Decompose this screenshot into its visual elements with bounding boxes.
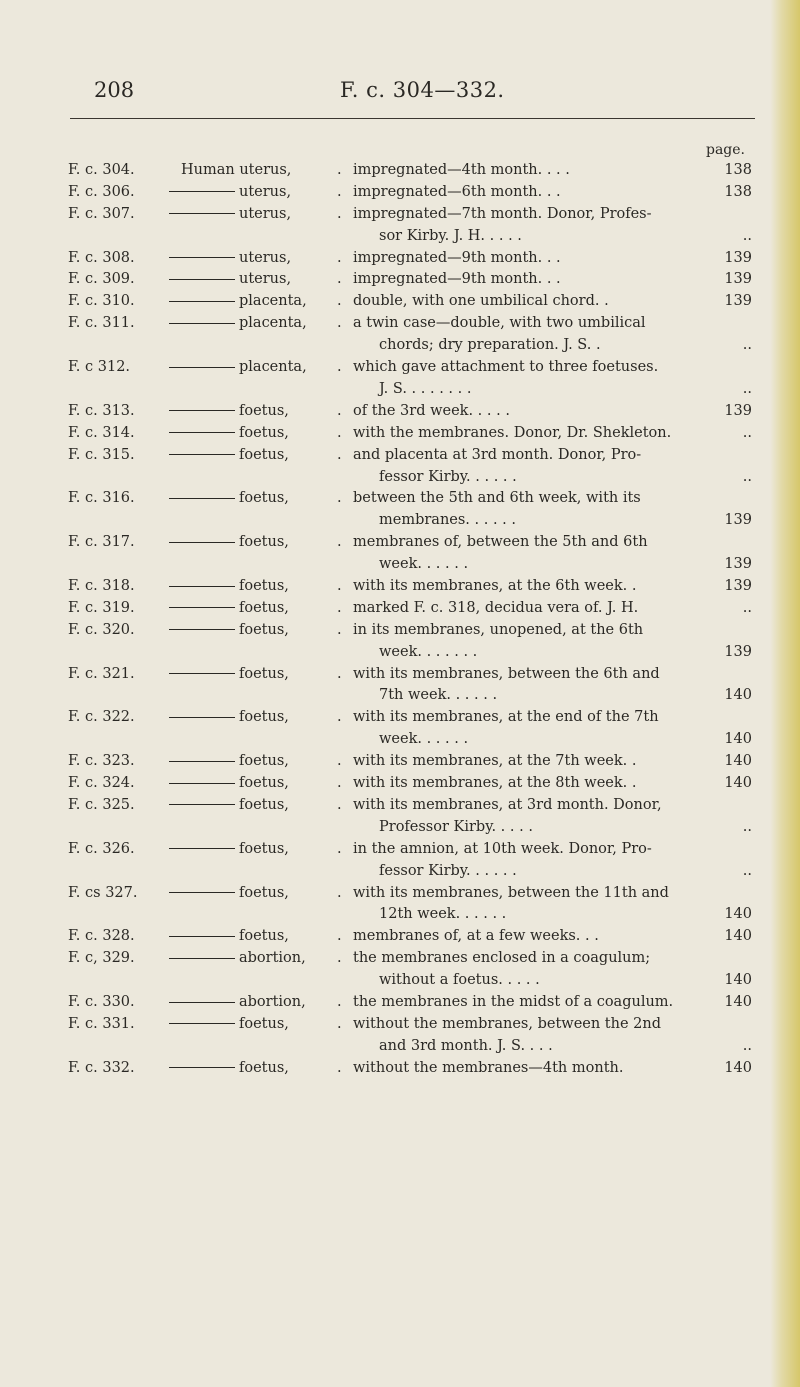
entry-subject-text: foetus, xyxy=(239,1059,289,1076)
catalogue-entry xyxy=(0,488,800,532)
leader-dot: . xyxy=(337,271,342,288)
ditto-dash xyxy=(169,1067,235,1068)
catalogue-entry xyxy=(0,532,800,576)
description-line: week. . . . . . xyxy=(379,731,469,748)
entry-subject xyxy=(161,291,307,313)
catalogue-entry xyxy=(0,248,800,270)
entry-subject xyxy=(161,1058,289,1080)
leader-dot: . xyxy=(337,599,342,616)
description-line: the membranes in the midst of a coagulum. xyxy=(353,994,674,1011)
ditto-dash xyxy=(169,1023,235,1024)
leader-dot: . xyxy=(337,315,342,332)
description-line: which gave attachment to three foetuses. xyxy=(353,359,659,376)
ditto-dash xyxy=(169,432,235,433)
ditto-dash xyxy=(169,454,235,455)
ditto-dash xyxy=(169,542,235,543)
entry-reference: F. c. 323. xyxy=(68,753,135,770)
entry-subject-text: foetus, xyxy=(239,665,289,682)
catalogue-entry xyxy=(0,598,800,620)
entry-description xyxy=(353,160,710,182)
entry-subject-text: foetus, xyxy=(239,775,289,792)
description-line: in its membranes, unopened, at the 6th xyxy=(353,621,644,638)
entry-description xyxy=(353,357,710,401)
entry-page-number: 140 xyxy=(724,972,752,989)
catalogue-entry xyxy=(0,1058,800,1080)
description-line: with its membranes, at the 8th week. . xyxy=(353,775,637,792)
entry-subject-text: foetus, xyxy=(239,534,289,551)
description-line: in the amnion, at 10th week. Donor, Pro- xyxy=(353,840,652,857)
catalogue-entry xyxy=(0,445,800,489)
entry-page-number: .. xyxy=(742,599,752,616)
entry-description xyxy=(353,751,710,773)
ditto-dash xyxy=(169,498,235,499)
entry-subject xyxy=(161,620,289,642)
entry-subject xyxy=(161,401,289,423)
entry-subject-text: uterus, xyxy=(239,271,292,288)
entry-reference: F. c. 306. xyxy=(68,183,135,200)
leader-dot: . xyxy=(337,534,342,551)
catalogue-entries xyxy=(0,160,800,1080)
running-head: F. c. 304—332. xyxy=(340,78,505,102)
entry-subject-text: foetus, xyxy=(239,709,289,726)
entry-subject xyxy=(161,751,289,773)
entry-description xyxy=(353,248,710,270)
entry-page-number: .. xyxy=(742,468,752,485)
description-line: impregnated—7th month. Donor, Profes- xyxy=(353,205,652,222)
ditto-dash xyxy=(169,761,235,762)
entry-reference: F. c. 310. xyxy=(68,293,135,310)
description-line: week. . . . . . xyxy=(379,556,469,573)
description-line: Professor Kirby. . . . . xyxy=(379,818,533,835)
entry-description xyxy=(353,948,710,992)
entry-description xyxy=(353,204,710,248)
catalogue-entry xyxy=(0,401,800,423)
entry-subject-text: foetus, xyxy=(239,578,289,595)
leader-dot: . xyxy=(337,205,342,222)
description-line: membranes of, between the 5th and 6th xyxy=(353,534,648,551)
entry-subject xyxy=(161,926,289,948)
entry-page-number: 139 xyxy=(724,249,752,266)
catalogue-entry xyxy=(0,773,800,795)
catalogue-entry xyxy=(0,423,800,445)
entry-reference: F. c. 317. xyxy=(68,534,135,551)
description-line: with its membranes, at the end of the 7th xyxy=(353,709,659,726)
ditto-dash xyxy=(169,301,235,302)
entry-subject-text: foetus, xyxy=(239,446,289,463)
catalogue-entry xyxy=(0,160,800,182)
entry-page-number: 139 xyxy=(724,578,752,595)
entry-description xyxy=(353,992,710,1014)
entry-page-number: 140 xyxy=(724,928,752,945)
description-line: without the membranes, between the 2nd xyxy=(353,1015,662,1032)
entry-reference: F. c 312. xyxy=(68,359,131,376)
catalogue-entry xyxy=(0,992,800,1014)
description-line: without a foetus. . . . . xyxy=(379,972,540,989)
description-line: J. S. . . . . . . . xyxy=(379,380,472,397)
entry-reference: F. c. 304. xyxy=(68,162,135,178)
description-line: impregnated—6th month. . . xyxy=(353,183,561,200)
entry-page-number: 140 xyxy=(724,1059,752,1076)
entry-page-number: 140 xyxy=(724,687,752,704)
entry-subject xyxy=(161,445,289,467)
entry-subject xyxy=(161,598,289,620)
description-line: and 3rd month. J. S. . . . xyxy=(379,1037,553,1054)
entry-subject xyxy=(161,948,306,970)
entry-reference: F. c. 332. xyxy=(68,1059,135,1076)
entry-page-number: .. xyxy=(742,818,752,835)
entry-subject xyxy=(161,992,306,1014)
description-line: membranes. . . . . . xyxy=(379,512,516,529)
entry-description xyxy=(353,576,710,598)
description-line: the membranes enclosed in a coagulum; xyxy=(353,950,651,967)
leader-dot: . xyxy=(337,884,342,901)
entry-subject-text: uterus, xyxy=(239,249,292,266)
description-line: 7th week. . . . . . xyxy=(379,687,498,704)
entry-subject-text: foetus, xyxy=(239,599,289,616)
ditto-dash xyxy=(169,367,235,368)
description-line: between the 5th and 6th week, with its xyxy=(353,490,641,507)
ditto-dash xyxy=(169,323,235,324)
entry-description xyxy=(353,795,710,839)
entry-page-number: 139 xyxy=(724,512,752,529)
entry-subject-text: foetus, xyxy=(239,753,289,770)
catalogue-entry xyxy=(0,620,800,664)
entry-reference: F. c. 314. xyxy=(68,424,135,441)
entry-reference: F. c, 329. xyxy=(68,950,135,967)
entry-subject-text: placenta, xyxy=(239,315,307,332)
description-line: with its membranes, at 3rd month. Donor, xyxy=(353,796,662,813)
leader-dot: . xyxy=(337,753,342,770)
ditto-dash xyxy=(169,936,235,937)
entry-subject-text: foetus, xyxy=(239,1015,289,1032)
description-line: membranes of, at a few weeks. . . xyxy=(353,928,599,945)
entry-subject xyxy=(161,795,289,817)
entry-description xyxy=(353,532,710,576)
entry-reference: F. c. 331. xyxy=(68,1015,135,1032)
leader-dot: . xyxy=(337,1059,342,1076)
entry-reference: F. c. 309. xyxy=(68,271,135,288)
ditto-dash xyxy=(169,673,235,674)
ditto-dash xyxy=(169,213,235,214)
leader-dot: . xyxy=(337,950,342,967)
entry-page-number: 139 xyxy=(724,293,752,310)
entry-description xyxy=(353,423,710,445)
entry-reference: F. c. 307. xyxy=(68,205,135,222)
entry-page-number: 139 xyxy=(724,643,752,660)
ditto-dash xyxy=(169,1002,235,1003)
ditto-dash xyxy=(169,191,235,192)
description-line: with its membranes, between the 6th and xyxy=(353,665,660,682)
entry-subject-text: foetus, xyxy=(239,840,289,857)
entry-page-number: 140 xyxy=(724,731,752,748)
entry-subject xyxy=(161,773,289,795)
catalogue-entry xyxy=(0,795,800,839)
entry-subject xyxy=(161,576,289,598)
catalogue-entry xyxy=(0,313,800,357)
entry-page-number: 139 xyxy=(724,556,752,573)
description-line: of the 3rd week. . . . . xyxy=(353,402,510,419)
leader-dot: . xyxy=(337,162,342,178)
catalogue-entry xyxy=(0,751,800,773)
entry-reference: F. c. 313. xyxy=(68,402,135,419)
description-line: sor Kirby. J. H. . . . . xyxy=(379,227,522,244)
entry-reference: F. c. 308. xyxy=(68,249,135,266)
entry-description xyxy=(353,926,710,948)
catalogue-entry xyxy=(0,357,800,401)
ditto-dash xyxy=(169,586,235,587)
entry-subject xyxy=(161,664,289,686)
entry-reference: F. c. 325. xyxy=(68,796,135,813)
leader-dot: . xyxy=(337,424,342,441)
ditto-dash xyxy=(169,783,235,784)
page-column-label: page. xyxy=(706,142,746,158)
entry-description xyxy=(353,269,710,291)
entry-reference: F. c. 328. xyxy=(68,928,135,945)
ditto-dash xyxy=(169,410,235,411)
entry-page-number: .. xyxy=(742,337,752,354)
entry-description xyxy=(353,313,710,357)
entry-reference: F. c. 320. xyxy=(68,621,135,638)
entry-description xyxy=(353,620,710,664)
description-line: impregnated—9th month. . . xyxy=(353,271,561,288)
entry-reference: F. c. 326. xyxy=(68,840,135,857)
entry-subject xyxy=(161,182,291,204)
entry-subject xyxy=(161,1014,289,1036)
entry-description xyxy=(353,401,710,423)
entry-description xyxy=(353,488,710,532)
entry-subject-text: abortion, xyxy=(239,994,306,1011)
entry-page-number: 140 xyxy=(724,775,752,792)
entry-subject xyxy=(161,707,289,729)
entry-subject-text: foetus, xyxy=(239,621,289,638)
entry-page-number: 138 xyxy=(724,183,752,200)
description-line: with the membranes. Donor, Dr. Shekleton. xyxy=(353,424,672,441)
entry-description xyxy=(353,598,710,620)
catalogue-entry xyxy=(0,883,800,927)
catalogue-entry xyxy=(0,269,800,291)
entry-page-number: 140 xyxy=(724,753,752,770)
entry-description xyxy=(353,445,710,489)
entry-description xyxy=(353,1014,710,1058)
description-line: 12th week. . . . . . xyxy=(379,906,507,923)
catalogue-entry xyxy=(0,1014,800,1058)
entry-subject xyxy=(161,839,289,861)
entry-reference: F. c. 315. xyxy=(68,446,135,463)
description-line: with its membranes, at the 6th week. . xyxy=(353,578,637,595)
description-line: fessor Kirby. . . . . . xyxy=(379,468,517,485)
entry-page-number: 138 xyxy=(724,162,752,178)
entry-subject xyxy=(161,423,289,445)
catalogue-entry xyxy=(0,948,800,992)
entry-reference: F. c. 321. xyxy=(68,665,135,682)
entry-subject xyxy=(161,532,289,554)
catalogue-entry xyxy=(0,707,800,751)
description-line: with its membranes, at the 7th week. . xyxy=(353,753,637,770)
entry-page-number: 140 xyxy=(724,906,752,923)
description-line: and placenta at 3rd month. Donor, Pro- xyxy=(353,446,642,463)
entry-description xyxy=(353,664,710,708)
page-header xyxy=(0,78,800,108)
page-number: 208 xyxy=(94,78,135,102)
leader-dot: . xyxy=(337,183,342,200)
entry-page-number: .. xyxy=(742,1037,752,1054)
entry-subject-text: foetus, xyxy=(239,490,289,507)
leader-dot: . xyxy=(337,359,342,376)
description-line: double, with one umbilical chord. . xyxy=(353,293,609,310)
entry-description xyxy=(353,839,710,883)
entry-page-number: 139 xyxy=(724,271,752,288)
leader-dot: . xyxy=(337,665,342,682)
ditto-dash xyxy=(169,607,235,608)
entry-subject-text: placenta, xyxy=(239,359,307,376)
entry-subject xyxy=(161,313,307,335)
leader-dot: . xyxy=(337,446,342,463)
entry-subject xyxy=(181,160,291,182)
entry-subject xyxy=(161,204,291,226)
catalogue-entry xyxy=(0,839,800,883)
leader-dot: . xyxy=(337,994,342,1011)
leader-dot: . xyxy=(337,490,342,507)
entry-reference: F. c. 330. xyxy=(68,994,135,1011)
catalogue-entry xyxy=(0,664,800,708)
entry-reference: F. c. 311. xyxy=(68,315,135,332)
ditto-dash xyxy=(169,717,235,718)
leader-dot: . xyxy=(337,928,342,945)
leader-dot: . xyxy=(337,775,342,792)
catalogue-entry xyxy=(0,204,800,248)
entry-subject-text: foetus, xyxy=(239,928,289,945)
description-line: week. . . . . . . xyxy=(379,643,478,660)
ditto-dash xyxy=(169,279,235,280)
leader-dot: . xyxy=(337,1015,342,1032)
catalogue-entry xyxy=(0,291,800,313)
entry-reference: F. c. 322. xyxy=(68,709,135,726)
catalogue-entry xyxy=(0,576,800,598)
description-line: impregnated—9th month. . . xyxy=(353,249,561,266)
entry-reference: F. c. 316. xyxy=(68,490,135,507)
leader-dot: . xyxy=(337,402,342,419)
leader-dot: . xyxy=(337,621,342,638)
ditto-dash xyxy=(169,629,235,630)
entry-description xyxy=(353,707,710,751)
leader-dot: . xyxy=(337,840,342,857)
description-line: impregnated—4th month. . . . xyxy=(353,162,570,178)
entry-reference: F. c. 319. xyxy=(68,599,135,616)
entry-description xyxy=(353,773,710,795)
entry-subject-text: placenta, xyxy=(239,293,307,310)
ditto-dash xyxy=(169,892,235,893)
description-line: with its membranes, between the 11th and xyxy=(353,884,669,901)
entry-subject xyxy=(161,357,307,379)
entry-subject-text: uterus, xyxy=(239,205,292,222)
entry-reference: F. cs 327. xyxy=(68,884,138,901)
entry-page-number: .. xyxy=(742,380,752,397)
entry-subject-text: abortion, xyxy=(239,950,306,967)
leader-dot: . xyxy=(337,796,342,813)
entry-page-number: 139 xyxy=(724,402,752,419)
description-line: fessor Kirby. . . . . . xyxy=(379,862,517,879)
entry-subject xyxy=(161,248,291,270)
header-rule xyxy=(70,118,755,119)
entry-subject xyxy=(161,488,289,510)
ditto-dash xyxy=(169,257,235,258)
catalogue-entry xyxy=(0,182,800,204)
description-line: chords; dry preparation. J. S. . xyxy=(379,337,601,354)
entry-description xyxy=(353,1058,710,1080)
entry-reference: F. c. 318. xyxy=(68,578,135,595)
ditto-dash xyxy=(169,848,235,849)
entry-page-number: .. xyxy=(742,227,752,244)
entry-subject-text: foetus, xyxy=(239,402,289,419)
entry-description xyxy=(353,883,710,927)
entry-subject-text: foetus, xyxy=(239,796,289,813)
description-line: without the membranes—4th month. xyxy=(353,1059,624,1076)
entry-subject xyxy=(161,269,291,291)
entry-subject xyxy=(161,883,289,905)
entry-subject-text: Human uterus, xyxy=(181,162,292,178)
entry-page-number: 140 xyxy=(724,994,752,1011)
leader-dot: . xyxy=(337,709,342,726)
description-line: a twin case—double, with two umbilical xyxy=(353,315,646,332)
entry-description xyxy=(353,291,710,313)
entry-subject-text: foetus, xyxy=(239,424,289,441)
ditto-dash xyxy=(169,804,235,805)
entry-reference: F. c. 324. xyxy=(68,775,135,792)
ditto-dash xyxy=(169,958,235,959)
entry-subject-text: uterus, xyxy=(239,183,292,200)
entry-page-number: .. xyxy=(742,424,752,441)
leader-dot: . xyxy=(337,293,342,310)
leader-dot: . xyxy=(337,578,342,595)
entry-subject-text: foetus, xyxy=(239,884,289,901)
entry-description xyxy=(353,182,710,204)
entry-page-number: .. xyxy=(742,862,752,879)
description-line: marked F. c. 318, decidua vera of. J. H. xyxy=(353,599,639,616)
catalogue-entry xyxy=(0,926,800,948)
leader-dot: . xyxy=(337,249,342,266)
